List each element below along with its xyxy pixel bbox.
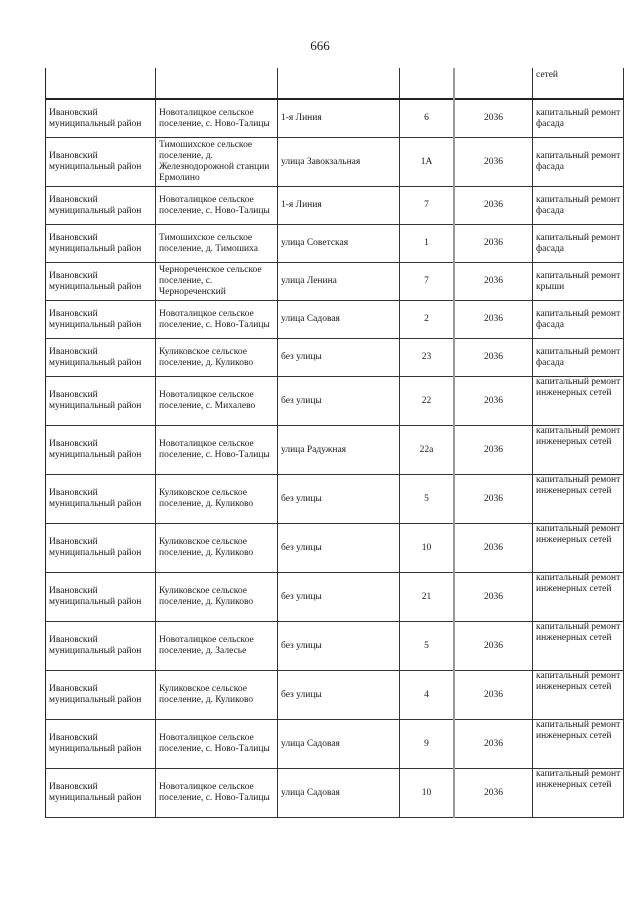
table-row [46,99,624,138]
year-cell: 2036 [454,475,533,524]
year-cell: 2036 [454,339,533,377]
year-cell: 2036 [454,377,533,426]
district-cell: Ивановский муниципальный район [46,187,156,225]
house-cell: 22а [400,426,455,475]
settlement-cell: Куликовское сельское поселение, д. Куликово [156,475,278,524]
year-cell: 2036 [454,99,533,138]
settlement-cell: Новоталицкое сельское поселение, с. Ново-Талицы [156,769,278,818]
street-cell: без улицы [278,622,400,671]
street-cell: без улицы [278,377,400,426]
house-cell: 1 [400,225,455,263]
work-type-cell: капитальный ремонт инженерных сетей [533,720,624,769]
table-row [46,524,624,573]
table-row-continuation [46,68,624,99]
district-cell: Ивановский муниципальный район [46,99,156,138]
table-row [46,138,624,187]
street-cell: улица Ленина [278,263,400,301]
table-row [46,720,624,769]
district-cell: Ивановский муниципальный район [46,475,156,524]
house-cell: 7 [400,187,455,225]
year-cell [454,68,533,99]
house-cell: 2 [400,301,455,339]
house-cell: 7 [400,263,455,301]
settlement-cell: Куликовское сельское поселение, д. Куликово [156,573,278,622]
street-cell: улица Радужная [278,426,400,475]
year-cell: 2036 [454,426,533,475]
year-cell: 2036 [454,524,533,573]
street-cell: улица Садовая [278,301,400,339]
work-type-cell: капитальный ремонт инженерных сетей [533,524,624,573]
table-row [46,339,624,377]
district-cell: Ивановский муниципальный район [46,263,156,301]
street-cell: без улицы [278,475,400,524]
year-cell: 2036 [454,769,533,818]
settlement-cell: Новоталицкое сельское поселение, д. Залесье [156,622,278,671]
work-type-cell: капитальный ремонт крыши [533,263,624,301]
house-cell: 5 [400,622,455,671]
house-cell: 22 [400,377,455,426]
page-number: 666 [310,38,330,53]
table-row [46,301,624,339]
district-cell: Ивановский муниципальный район [46,524,156,573]
district-cell: Ивановский муниципальный район [46,769,156,818]
table-row [46,225,624,263]
year-cell: 2036 [454,720,533,769]
house-cell: 1А [400,138,455,187]
house-cell: 10 [400,769,455,818]
year-cell: 2036 [454,138,533,187]
house-cell: 10 [400,524,455,573]
work-type-cell: капитальный ремонт инженерных сетей [533,377,624,426]
district-cell: Ивановский муниципальный район [46,720,156,769]
settlement-cell: Куликовское сельское поселение, д. Куликово [156,524,278,573]
settlement-cell: Новоталицкое сельское поселение, с. Ново-Талицы [156,99,278,138]
street-cell: улица Садовая [278,720,400,769]
work-type-cell: капитальный ремонт фасада [533,138,624,187]
settlement-cell: Новоталицкое сельское поселение, с. Ново-Талицы [156,720,278,769]
work-type-cell: капитальный ремонт фасада [533,301,624,339]
year-cell: 2036 [454,263,533,301]
district-cell: Ивановский муниципальный район [46,573,156,622]
street-cell: без улицы [278,339,400,377]
district-cell: Ивановский муниципальный район [46,339,156,377]
house-cell: 21 [400,573,455,622]
street-cell: 1-я Линия [278,99,400,138]
settlement-cell [156,68,278,99]
work-type-cell: капитальный ремонт инженерных сетей [533,573,624,622]
work-type-cell: капитальный ремонт фасада [533,225,624,263]
year-cell: 2036 [454,671,533,720]
settlement-cell: Новоталицкое сельское поселение, с. Ново-Талицы [156,301,278,339]
work-type-cell: капитальный ремонт инженерных сетей [533,671,624,720]
work-type-cell: капитальный ремонт инженерных сетей [533,475,624,524]
district-cell: Ивановский муниципальный район [46,225,156,263]
district-cell: Ивановский муниципальный район [46,426,156,475]
district-cell: Ивановский муниципальный район [46,301,156,339]
street-cell: 1-я Линия [278,187,400,225]
year-cell: 2036 [454,225,533,263]
house-cell: 6 [400,99,455,138]
settlement-cell: Новоталицкое сельское поселение, с. Ново-Талицы [156,426,278,475]
table-row [46,187,624,225]
house-cell: 4 [400,671,455,720]
table-row [46,769,624,818]
year-cell: 2036 [454,187,533,225]
table-row [46,377,624,426]
district-cell: Ивановский муниципальный район [46,138,156,187]
year-cell: 2036 [454,622,533,671]
work-type-cell: капитальный ремонт фасада [533,339,624,377]
settlement-cell: Новоталицкое сельское поселение, с. Ново-Талицы [156,187,278,225]
street-cell: улица Советская [278,225,400,263]
work-type-cell: сетей [533,68,624,99]
settlement-cell: Новоталицкое сельское поселение, с. Михалево [156,377,278,426]
house-cell [400,68,455,99]
street-cell: без улицы [278,524,400,573]
work-type-cell: капитальный ремонт инженерных сетей [533,426,624,475]
table-row [46,573,624,622]
settlement-cell: Чернореченское сельское поселение, с. Чернореченский [156,263,278,301]
table-row [46,475,624,524]
house-cell: 9 [400,720,455,769]
house-cell: 23 [400,339,455,377]
street-cell: улица Садовая [278,769,400,818]
district-cell [46,68,156,99]
settlement-cell: Куликовское сельское поселение, д. Куликово [156,339,278,377]
table-row [46,622,624,671]
settlement-cell: Тимошихское сельское поселение, д. Железнодорожной станции Ермолино [156,138,278,187]
house-cell: 5 [400,475,455,524]
settlement-cell: Куликовское сельское поселение, д. Куликово [156,671,278,720]
table-row [46,263,624,301]
year-cell: 2036 [454,573,533,622]
table-row [46,671,624,720]
district-cell: Ивановский муниципальный район [46,671,156,720]
district-cell: Ивановский муниципальный район [46,622,156,671]
street-cell [278,68,400,99]
work-type-cell: капитальный ремонт инженерных сетей [533,622,624,671]
work-type-cell: капитальный ремонт фасада [533,99,624,138]
settlement-cell: Тимошихское сельское поселение, д. Тимошиха [156,225,278,263]
street-cell: без улицы [278,573,400,622]
street-cell: без улицы [278,671,400,720]
housing-repair-table [45,68,624,818]
work-type-cell: капитальный ремонт инженерных сетей [533,769,624,818]
year-cell: 2036 [454,301,533,339]
street-cell: улица Завокзальная [278,138,400,187]
district-cell: Ивановский муниципальный район [46,377,156,426]
table-row [46,426,624,475]
work-type-cell: капитальный ремонт фасада [533,187,624,225]
